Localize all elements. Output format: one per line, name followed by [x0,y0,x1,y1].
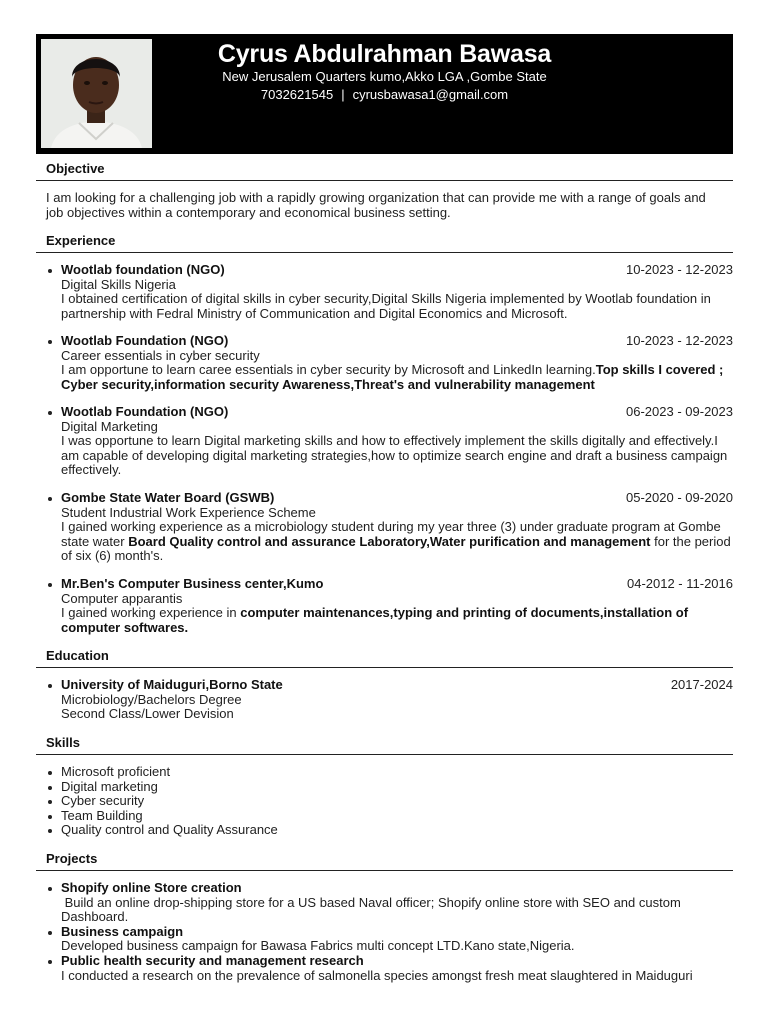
skill-item: Cyber security [46,794,733,809]
objective-text: I am looking for a challenging job with a rapidly growing organization that can provide me with a range of goals and job objectives within a contemporary and economical business setting. [46,190,706,220]
experience-org: Wootlab foundation (NGO) [61,262,225,277]
education-section [36,648,733,668]
skills-list [46,765,733,838]
experience-desc-bold: computer maintenances,typing and printing of documents,installation of computer softwares. [61,605,689,635]
skills-section [36,735,733,755]
education-item [46,678,733,722]
project-name: Shopify online Store creation [61,880,242,895]
education-school: University of Maiduguri,Borno State [61,677,283,692]
project-item [46,954,733,983]
experience-desc: I obtained certification of digital skills in cyber security,Digital Skills Nigeria implemented by Wootlab foundation in partnership with Fedral Ministry of Communication and Digital Economics and Microsoft. [61,291,711,321]
skill-item: Team Building [46,809,733,824]
skill-item: Digital marketing [46,780,733,795]
education-grade: Second Class/Lower Devision [61,706,234,722]
experience-role: Computer apparantis [61,590,183,606]
experience-dates: 06-2023 - 09-2023 [626,404,733,419]
project-item [46,881,733,925]
experience-desc-bold: Top skills I covered ; Cyber security,information security Awareness,Threat's and vulnerability management [61,362,724,392]
experience-role: Student Industrial Work Experience Scheme [61,504,316,520]
resume-header [36,34,733,154]
experience-item [46,334,733,392]
experience-item [46,263,733,321]
experience-list [46,334,733,392]
experience-list [46,577,733,635]
project-name: Business campaign [61,923,184,939]
skill-item: Quality control and Quality Assurance [46,823,733,838]
experience-role: Digital Skills Nigeria [61,276,176,292]
full-name: Cyrus Abdulrahman Bawasa [217,40,552,68]
address: New Jerusalem Quarters kumo,Akko LGA ,Gombe State [222,69,547,84]
experience-org: Wootlab Foundation (NGO) [61,404,229,419]
project-item [46,925,733,954]
project-name: Public health security and management research [61,952,364,968]
experience-list [46,491,733,564]
experience-list [46,405,733,478]
experience-desc-bold: Board Quality control and assurance Laboratory,Water purification and management [128,533,651,549]
experience-item [46,577,733,635]
experience-desc-text: I gained working experience as a microbiology student during my year three (3) under graduate program at Gombe state water [61,519,721,549]
contact-separator: | [341,87,345,102]
contact-line [36,87,733,103]
objective-title: Objective [36,161,733,181]
project-desc: Developed business campaign for Bawasa Fabrics multi concept LTD.Kano state,Nigeria. [61,938,575,954]
experience-desc-end: for the period of six (6) month's. [61,533,731,564]
experience-desc-text: I gained working experience in [61,605,241,621]
experience-dates: 04-2012 - 11-2016 [626,576,733,591]
experience-desc: I was opportune to learn Digital marketing skills and how to effectively implement the skills digitally and effectively.I am capable of developing digital marketing strategies,how to optimize search engine and draft a business campaign effectively. [61,433,728,478]
email-address: cyrusbawasa1@gmail.com [352,87,509,102]
education-degree: Microbiology/Bachelors Degree [61,691,242,707]
education-title: Education [36,648,733,668]
experience-dates: 10-2023 - 12-2023 [626,262,733,277]
experience-desc [61,363,733,392]
education-list [46,678,733,722]
experience-item [46,405,733,478]
objective-section [36,161,733,181]
experience-desc-text: I am opportune to learn caree essentials in cyber security by Microsoft and LinkedIn learning. [61,362,596,378]
experience-dates: 05-2020 - 09-2020 [626,490,733,505]
project-desc: Build an online drop-shipping store for a US based Naval officer; Shopify online store with SEO and custom Dashboard. [61,894,685,925]
experience-org: Wootlab Foundation (NGO) [61,333,229,348]
projects-section [36,851,733,871]
skills-title: Skills [36,735,733,755]
experience-org: Gombe State Water Board (GSWB) [61,490,275,505]
experience-title: Experience [36,233,733,253]
experience-role: Digital Marketing [61,418,158,434]
projects-title: Projects [36,851,733,871]
experience-desc [61,520,733,564]
experience-dates: 10-2023 - 12-2023 [626,333,733,348]
experience-org: Mr.Ben's Computer Business center,Kumo [61,576,324,591]
skill-item: Microsoft proficient [46,765,733,780]
experience-item [46,491,733,564]
experience-section [36,233,733,253]
experience-desc [61,606,733,635]
experience-list [46,263,733,321]
phone-number: 7032621545 [260,87,334,102]
project-desc: I conducted a research on the prevalence of salmonella species amongst fresh meat slaughtered in Maiduguri [61,967,693,983]
education-dates: 2017-2024 [670,677,733,692]
projects-list [46,881,733,983]
experience-role: Career essentials in cyber security [61,347,260,363]
